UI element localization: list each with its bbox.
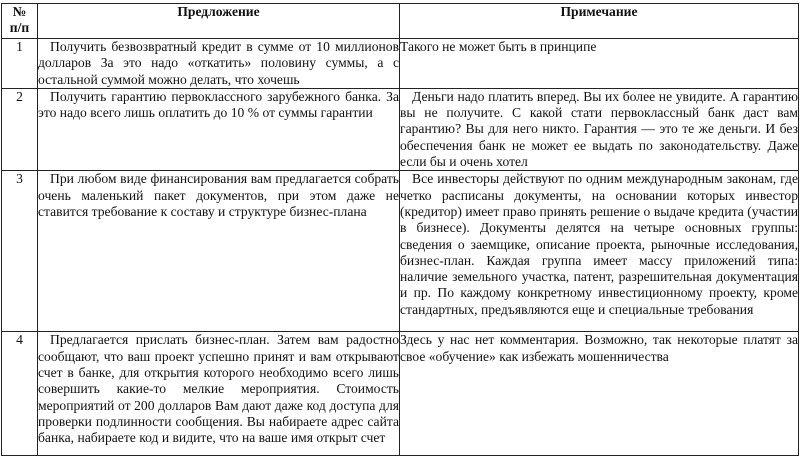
proposal-cell [38, 39, 400, 89]
proposal-cell [38, 171, 400, 332]
table-row [2, 171, 799, 332]
note-text: Такого не может быть в принципе [400, 39, 597, 54]
note-cell [400, 39, 799, 89]
note-text: Здесь у нас нет комментария. Возможно, так некоторые платят за свое «обучение» как избежать мошенничества [400, 332, 798, 364]
table-row [2, 88, 799, 170]
note-text: Деньги надо платить вперед. Вы их более не увидите. А гарантию вы не получите. С какой стати первоклассный банк даст вам гарантию? Вы для него никто. Гарантия — это те же деньги. И без обеспечения банк не может ее выдать по законодательству. Даже если бы и очень хотел [400, 88, 798, 170]
proposal-text: При любом виде финансирования вам предлагается собрать очень маленький пакет документов, при этом даже не ставится требование к составу и структуре бизнес-плана [38, 171, 399, 219]
table-row [2, 332, 799, 456]
table-body [2, 39, 799, 456]
header-number-line2: п/п [9, 20, 30, 36]
header-note: Примечание [400, 4, 799, 39]
table-row [2, 39, 799, 89]
proposal-text: Получить гарантию первоклассного зарубежного банка. За это надо всего лишь оплатить до 10 % от суммы гарантии [38, 88, 399, 121]
header-number [2, 4, 38, 39]
note-text: Все инвесторы действуют по одним международным законам, где четко расписаны документы, на основании которых инвестор (кредитор) имеет право принять решение о выдаче кредита (участии в бизнесе). Документы делятся на четыре основных группы: сведения о заемщике, описание проекта, рыночные исследования, бизнес-план. Каждая группа имеет массу приложений типа: наличие земельного участка, патент, разрешительная документация и пр. По каждому конкретному инвестиционному проекту, кроме стандартных, предъявляются еще и специальные требования [400, 171, 798, 317]
proposal-cell [38, 88, 400, 170]
note-cell [400, 88, 799, 170]
row-number: 3 [2, 171, 38, 332]
row-number: 2 [2, 88, 38, 170]
header-number-line1: № [12, 4, 27, 19]
header-proposal: Предложение [38, 4, 400, 39]
row-number: 4 [2, 332, 38, 456]
table-header [2, 4, 799, 39]
row-number: 1 [2, 39, 38, 89]
header-row [2, 4, 799, 39]
proposals-table [1, 3, 799, 456]
proposal-text: Получить безвозвратный кредит в сумме от 10 миллионов долларов За это надо «откатить» половину суммы, а с остальной суммой можно делать, что хочешь [38, 39, 399, 87]
note-cell [400, 171, 799, 332]
proposal-cell [38, 332, 400, 456]
proposal-text: Предлагается прислать бизнес-план. Затем вам радостно сообщают, что ваш проект успешно принят и вам открывают счет в банке, для открытия которого необходимо всего лишь совершить какие-то мелкие мероприятия. Стоимость мероприятий от 200 долларов Вам дают даже код доступа для проверки подлинности сообщения. Вы набираете адрес сайта банка, набираете код и видите, что на ваше имя открыт счет [38, 332, 399, 446]
note-cell [400, 332, 799, 456]
